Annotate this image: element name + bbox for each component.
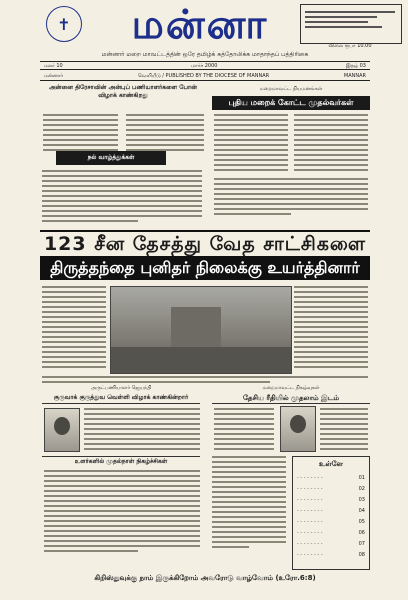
diocese-logo-icon: ✝ (46, 6, 82, 42)
inside-row[interactable]: - - - - - - - - 04 (297, 508, 365, 514)
inside-index-box (292, 456, 370, 570)
inside-row[interactable]: - - - - - - - - 02 (297, 486, 365, 492)
bottom-center-text (212, 456, 286, 551)
inside-row[interactable]: - - - - - - - - 07 (297, 541, 365, 547)
right-top-kicker: மறைமாவட்ட நியமனங்கள் (259, 86, 323, 92)
masthead (0, 0, 408, 48)
right-bottom-headline: தேசிய ரீதியில் முதலாம் இடம் (212, 393, 370, 404)
left-bottom-headline: குருவாக் குருத்துவ வெள்ளி விழாக் காண்கின்றார் (42, 393, 200, 404)
main-article-col3 (294, 286, 368, 371)
basilica-photo (110, 286, 292, 374)
bottom-left-text (44, 470, 200, 555)
inside-box-title: உள்ளே (319, 460, 343, 468)
inside-row[interactable]: - - - - - - - - 03 (297, 497, 365, 503)
volume-label: மலர் 10 (44, 63, 63, 69)
issue-info-bar (40, 61, 370, 70)
inside-row[interactable]: - - - - - - - - 01 (297, 475, 365, 481)
price-label: விலை ரூபா 10.00 (328, 43, 372, 49)
right-bottom-kicker: மறைமாவட்ட நிகழ்வுகள் (262, 385, 320, 391)
right-top-col2 (294, 114, 368, 174)
greeting-band: நல் வாழ்த்துக்கள் (56, 151, 166, 165)
inside-row[interactable]: - - - - - - - - 08 (297, 552, 365, 558)
date-label: மார்ச் 2000 (191, 63, 218, 69)
subscription-box (300, 4, 402, 44)
left-bottom-kicker: அருட்பணியாளர் ஜெயந்தி (90, 385, 152, 391)
left-middle-text (42, 170, 202, 225)
priest-portrait (44, 408, 80, 452)
right-top-col1 (214, 114, 288, 174)
tagline: மன்னார் மறை மாவட்டத்தின் ஒரே தமிழ்க் கத்தோலிக்க மாதாந்தப் பத்திரிகை (101, 51, 309, 58)
left-bottom-text (84, 408, 200, 453)
inside-row[interactable]: - - - - - - - - 05 (297, 519, 365, 525)
right-bottom-text-2 (320, 408, 368, 453)
issue-label: இதழ் 03 (345, 63, 366, 69)
publisher-label: வெளியீடு / PUBLISHED BY THE DIOCESE OF MANNAR (137, 73, 270, 79)
inside-row[interactable]: - - - - - - - - 06 (297, 530, 365, 536)
main-headline-2: திருத்தந்தை புனிதர் நிலைக்கு உயர்த்தினார் (40, 256, 370, 280)
main-headline-1: 123 சீன தேசத்து வேத சாட்சிகளை (40, 230, 370, 257)
place-label: மன்னார் (44, 73, 63, 79)
right-bottom-text (214, 408, 274, 453)
portrait-head-2 (290, 415, 306, 433)
left-top-headline: அன்னை திரேசாவின் அன்புப் பணியாளர்களை போன் விழாக் காண்கிறது (49, 84, 197, 99)
left-top-article (40, 84, 206, 150)
place-label-en: MANNAR (343, 73, 366, 79)
portrait-head (54, 417, 70, 435)
crowd-shape (111, 347, 291, 373)
student-portrait (280, 406, 316, 452)
right-top-headline: புதிய மறைக் கோட்ட முதல்வர்கள் (212, 96, 370, 110)
right-top-text (214, 178, 368, 218)
bottom-left-headline: உளர்களில் முதல்நாள் நிகழ்ச்சிகள் (42, 456, 200, 467)
main-article-col1 (42, 286, 106, 371)
inside-list (297, 473, 365, 561)
footer-verse: கிறிஸ்துவுக்கு நாம் இருக்கிறோம் அவரோடு வாழ்வோம் (உரோ.6:8) (94, 574, 316, 582)
publisher-bar (40, 72, 370, 81)
newspaper-title: மன்னா (131, 2, 269, 48)
